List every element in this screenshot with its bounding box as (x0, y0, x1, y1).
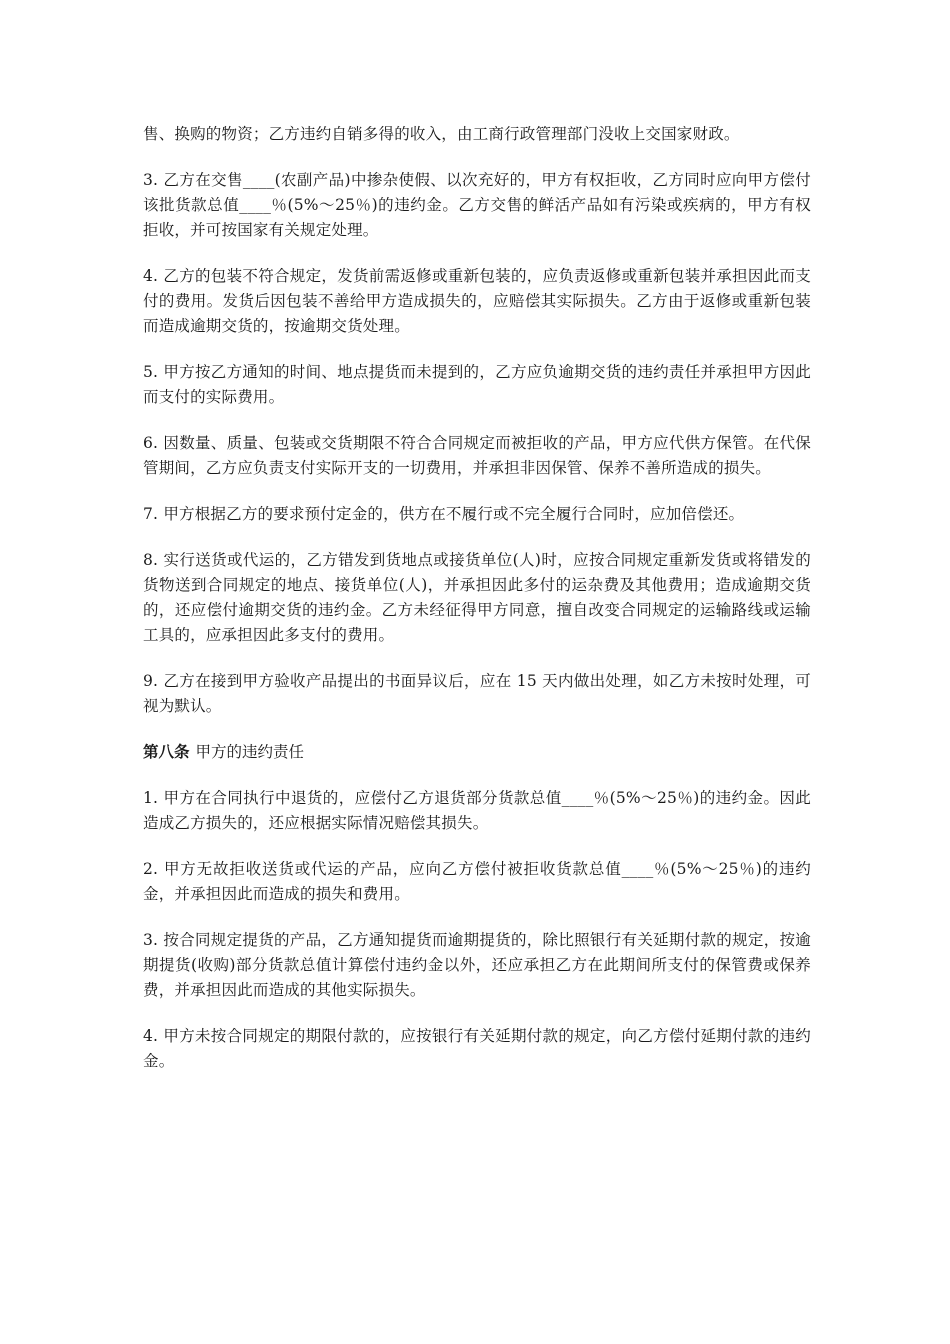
paragraph-7-5: 5. 甲方按乙方通知的时间、地点提货而未提到的，乙方应负逾期交货的违约责任并承担甲方因此而支付的实际费用。 (143, 363, 811, 406)
paragraph-7-8: 8. 实行送货或代运的，乙方错发到货地点或接货单位(人)时，应按合同规定重新发货或将错发的货物送到合同规定的地点、接货单位(人)，并承担因此多付的运杂费及其他费用；造成逾期交货的，还应偿付逾期交货的违约金。乙方未经征得甲方同意，擅自改变合同规定的运输路线或运输工具的，应承担因此多支付的费用。 (143, 551, 811, 644)
section-8-heading (143, 740, 811, 765)
document-page (143, 122, 811, 1095)
paragraph-7-2-continued: 售、换购的物资；乙方违约自销多得的收入，由工商行政管理部门没收上交国家财政。 (143, 125, 740, 143)
paragraph-7-9: 9. 乙方在接到甲方验收产品提出的书面异议后，应在 15 天内做出处理，如乙方未按时处理，可视为默认。 (143, 672, 811, 715)
paragraph-7-7: 7. 甲方根据乙方的要求预付定金的，供方在不履行或不完全履行合同时，应加倍偿还。 (143, 505, 745, 523)
paragraph-8-1: 1. 甲方在合同执行中退货的，应偿付乙方退货部分货款总值____％(5%～25％)的违约金。因此造成乙方损失的，还应根据实际情况赔偿其损失。 (143, 789, 811, 832)
paragraph-8-3: 3. 按合同规定提货的产品，乙方通知提货而逾期提货的，除比照银行有关延期付款的规定，按逾期提货(收购)部分货款总值计算偿付违约金以外，还应承担乙方在此期间所支付的保管费或保养费，并承担因此而造成的其他实际损失。 (143, 931, 811, 999)
paragraph-7-4: 4. 乙方的包装不符合规定，发货前需返修或重新包装的，应负责返修或重新包装并承担因此而支付的费用。发货后因包装不善给甲方造成损失的，应赔偿其实际损失。乙方由于返修或重新包装而造成逾期交货的，按逾期交货处理。 (143, 267, 811, 335)
paragraph-8-4: 4. 甲方未按合同规定的期限付款的，应按银行有关延期付款的规定，向乙方偿付延期付款的违约金。 (143, 1027, 811, 1070)
paragraph-7-3: 3. 乙方在交售____(农副产品)中掺杂使假、以次充好的，甲方有权拒收，乙方同时应向甲方偿付该批货款总值____％(5%～25％)的违约金。乙方交售的鲜活产品如有污染或疾病的，甲方有权拒收，并可按国家有关规定处理。 (143, 171, 811, 239)
paragraph-7-6: 6. 因数量、质量、包装或交货期限不符合合同规定而被拒收的产品，甲方应代供方保管。在代保管期间，乙方应负责支付实际开支的一切费用，并承担非因保管、保养不善所造成的损失。 (143, 434, 811, 477)
paragraph-8-2: 2. 甲方无故拒收送货或代运的产品，应向乙方偿付被拒收货款总值____％(5%～25％)的违约金，并承担因此而造成的损失和费用。 (143, 860, 811, 903)
section-8-title: 甲方的违约责任 (195, 743, 305, 761)
section-8-number: 第八条 (143, 743, 190, 761)
